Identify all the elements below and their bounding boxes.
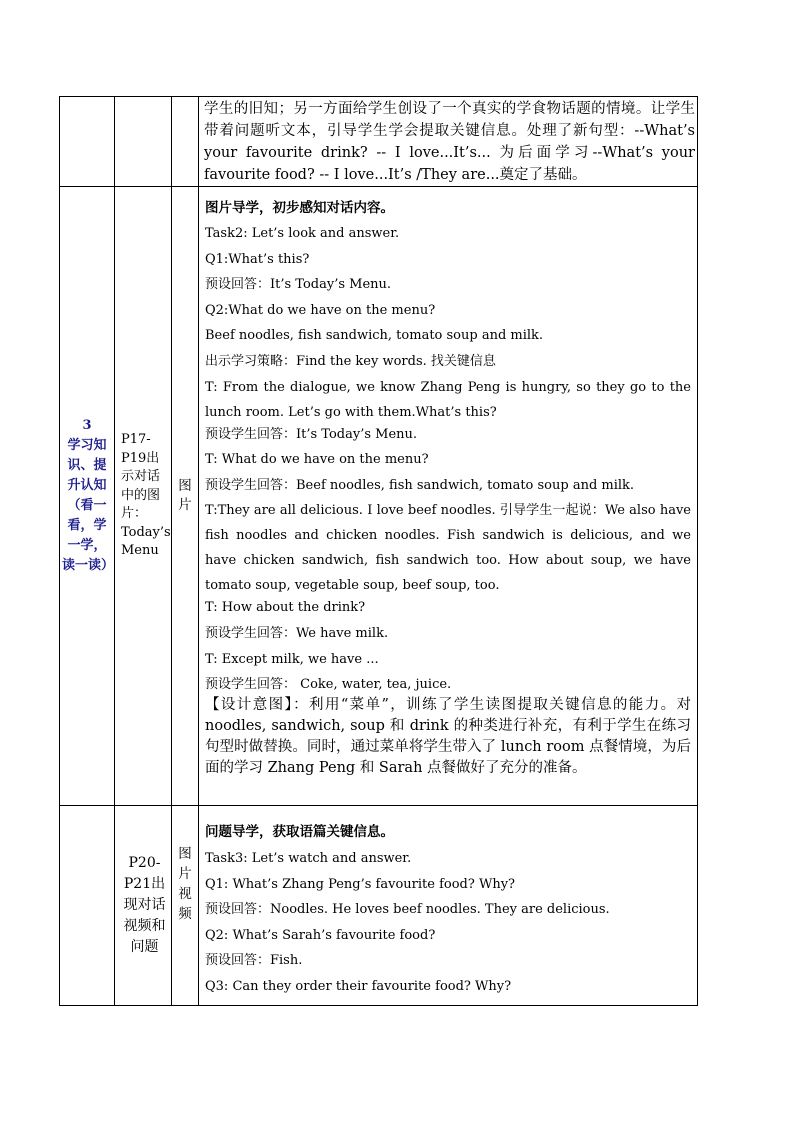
text-line: T: Except milk, we have ... [205, 651, 379, 667]
text-line: T: What do we have on the menu? [205, 452, 429, 468]
text-line: Task2: Let’s look and answer. [205, 226, 400, 241]
text-line: T: How about the drink? [205, 600, 366, 616]
text-line: 预设回答：Noodles. He loves beef noodles. They are delicious. [205, 902, 610, 918]
stage-cell [60, 187, 115, 806]
section-heading: 问题导学，获取语篇关键信息。 [205, 824, 394, 840]
task-lines [199, 851, 697, 995]
lesson-plan-table [59, 96, 698, 1006]
design-intent-text: 【设计意图】：利用“菜单”，训练了学生读图提取关键信息的能力。对 noodles, sandwich, soup 和 drink 的种类进行补充，有利于学生在练习句型时做替换。同时，通过菜单将学生带入了 lunch room 点餐情境，为后面的学习 Zhang Peng 和 Sarah 点餐做好了充分的准备。 [205, 696, 691, 776]
stage-cell [60, 97, 115, 187]
media-cell [172, 97, 199, 187]
text-line: 预设回答：It’s Today’s Menu. [205, 277, 392, 293]
activity-cell [199, 806, 698, 1006]
dialogue-paragraph: T: From the dialogue, we know Zhang Peng is hungry, so they go to the lunch room. Let’s go with them.What’s this? [205, 379, 691, 420]
text-line: Q2:What do we have on the menu? [205, 302, 436, 318]
section-heading: 图片导学，初步感知对话内容。 [205, 200, 394, 216]
text-line: 预设学生回答： Coke, water, tea, juice. [205, 677, 452, 693]
text-line: 预设回答：Fish. [205, 953, 303, 969]
resource-cell [115, 97, 172, 187]
answer-lines [199, 427, 697, 494]
activity-cell [199, 97, 698, 187]
text-line: 出示学习策略：Find the key words. 找关键信息 [205, 353, 496, 369]
text-line: Q2: What’s Sarah’s favourite food? [205, 927, 436, 943]
activity-cell [199, 187, 698, 806]
media-label: 图片视频 [178, 846, 192, 922]
resource-label: P17-P19出示对话中的图片：Today’s Menu [121, 432, 171, 559]
task-lines [199, 226, 697, 370]
resource-label: P20-P21出现对话视频和问题 [123, 855, 166, 955]
stage-label: 3 学习知识、提升认知（看一看，学一学，读一读） [62, 418, 115, 573]
stage-cell [60, 806, 115, 1006]
table-row [60, 97, 698, 187]
text-line: Beef noodles, fish sandwich, tomato soup and milk. [205, 328, 544, 344]
text-line: Q1: What’s Zhang Peng’s favourite food? Why? [205, 876, 516, 892]
text-line: 预设学生回答：It’s Today’s Menu. [205, 426, 418, 442]
design-intent-text: 学生的旧知；另一方面给学生创设了一个真实的学食物话题的情境。让学生带着问题听文本，引导学生学会提取关键信息。处理了新句型：--What’s your favourite drink? -- I love...It’s... 为后面学习--What’s your favourite food? -- I love...It’s /They are...奠定了基础。 [204, 101, 695, 183]
dialogue-paragraph: T:They are all delicious. I love beef noodles. 引导学生一起说：We also have fish noodles and chicken noodles. Fish sandwich is delicious, and we have chicken sandwich, fish sandwich too. How about soup, we have tomato soup, vegetable soup, beef soup, too. [205, 503, 691, 594]
text-line: Q3: Can they order their favourite food? Why? [205, 978, 512, 994]
resource-cell [115, 806, 172, 1006]
text-line: Task3: Let’s watch and answer. [205, 851, 412, 866]
text-line: Q1:What’s this? [205, 251, 310, 267]
table-row [60, 806, 698, 1006]
media-label: 图片 [178, 478, 192, 513]
text-line: 预设学生回答：We have milk. [205, 625, 389, 641]
drink-lines [199, 600, 697, 693]
media-cell [172, 187, 199, 806]
text-line: 预设学生回答：Beef noodles, fish sandwich, tomato soup and milk. [205, 477, 635, 493]
table-row [60, 187, 698, 806]
resource-cell [115, 187, 172, 806]
media-cell [172, 806, 199, 1006]
